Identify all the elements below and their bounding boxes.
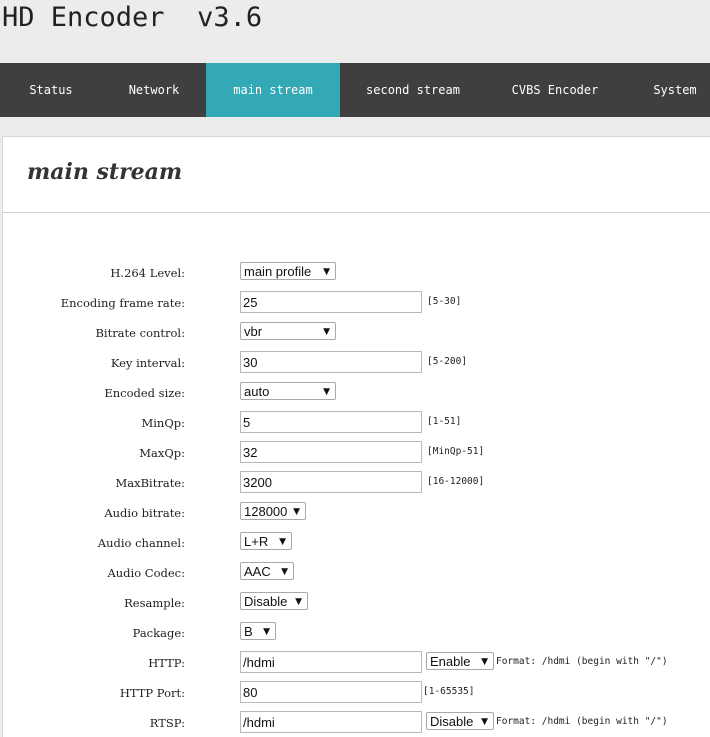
rtsp-enable-select[interactable] — [426, 712, 494, 730]
row-audio-bitrate — [3, 501, 710, 525]
http-path-input[interactable] — [240, 651, 422, 673]
rtsp-format-hint: Format: /hdmi (begin with "/") — [496, 716, 668, 727]
http-format-hint: Format: /hdmi (begin with "/") — [496, 656, 668, 667]
audio-codec-select[interactable] — [240, 562, 294, 580]
row-max-bitrate — [3, 471, 710, 495]
title-divider — [3, 212, 710, 213]
bitrate-control-select[interactable] — [240, 322, 336, 340]
row-key-interval — [3, 351, 710, 375]
frame-rate-hint: [5-30] — [427, 296, 462, 307]
chevron-down-icon: ▼ — [481, 717, 488, 727]
tab-network[interactable]: Network — [128, 83, 180, 97]
audio-bitrate-select[interactable] — [240, 502, 306, 520]
key-interval-hint: [5-200] — [427, 356, 468, 367]
chevron-down-icon: ▼ — [281, 567, 288, 577]
max-qp-hint: [MinQp-51] — [427, 446, 485, 457]
app-title: HD Encoder v3.6 — [2, 2, 263, 33]
package-value: B — [244, 624, 253, 639]
chevron-down-icon: ▼ — [323, 267, 330, 277]
h264-level-value: main profile — [244, 264, 312, 279]
tab-cvbs-encoder[interactable]: CVBS Encoder — [511, 83, 599, 97]
main-nav — [0, 63, 710, 117]
chevron-down-icon: ▼ — [323, 327, 330, 337]
row-rtsp — [3, 711, 710, 735]
audio-channel-value: L+R — [244, 534, 269, 549]
rtsp-path-input[interactable] — [240, 711, 422, 733]
chevron-down-icon: ▼ — [263, 627, 270, 637]
http-label: HTTP: — [148, 656, 185, 670]
package-label: Package: — [132, 626, 185, 640]
min-qp-label: MinQp: — [141, 416, 185, 430]
bitrate-control-label: Bitrate control: — [95, 326, 185, 340]
chevron-down-icon: ▼ — [323, 387, 330, 397]
row-audio-channel — [3, 531, 710, 555]
http-enable-value: Enable — [430, 654, 471, 669]
package-select[interactable] — [240, 622, 276, 640]
http-port-label: HTTP Port: — [119, 686, 185, 700]
chevron-down-icon: ▼ — [295, 597, 302, 607]
rtsp-label: RTSP: — [149, 716, 185, 730]
row-min-qp — [3, 411, 710, 435]
audio-codec-value: AAC — [244, 564, 271, 579]
tab-status[interactable]: Status — [29, 83, 73, 97]
audio-channel-label: Audio channel: — [97, 536, 185, 550]
chevron-down-icon: ▼ — [293, 507, 300, 517]
row-http-port — [3, 681, 710, 705]
key-interval-label: Key interval: — [110, 356, 185, 370]
encoded-size-label: Encoded size: — [104, 386, 185, 400]
bitrate-control-value: vbr — [244, 324, 263, 339]
max-qp-input[interactable] — [240, 441, 422, 463]
key-interval-input[interactable] — [240, 351, 422, 373]
chevron-down-icon: ▼ — [279, 537, 286, 547]
audio-bitrate-label: Audio bitrate: — [104, 506, 185, 520]
http-enable-select[interactable] — [426, 652, 494, 670]
row-resample — [3, 591, 710, 615]
tab-system[interactable]: System — [653, 83, 697, 97]
resample-select[interactable] — [240, 592, 308, 610]
row-audio-codec — [3, 561, 710, 585]
max-bitrate-label: MaxBitrate: — [115, 476, 185, 490]
rtsp-enable-value: Disable — [430, 714, 474, 729]
h264-level-select[interactable] — [240, 262, 336, 280]
max-bitrate-input[interactable] — [240, 471, 422, 493]
http-port-hint: [1-65535] — [423, 686, 475, 697]
min-qp-hint: [1-51] — [427, 416, 462, 427]
row-h264-level — [3, 261, 710, 285]
page-title: main stream — [27, 159, 183, 185]
audio-channel-select[interactable] — [240, 532, 292, 550]
resample-label: Resample: — [124, 596, 185, 610]
http-port-input[interactable] — [240, 681, 422, 703]
row-http — [3, 651, 710, 675]
row-bitrate-control — [3, 321, 710, 345]
resample-value: Disable — [244, 594, 288, 609]
encoded-size-select[interactable] — [240, 382, 336, 400]
audio-codec-label: Audio Codec: — [107, 566, 185, 580]
row-package — [3, 621, 710, 645]
tab-second-stream[interactable]: second stream — [366, 83, 460, 97]
row-frame-rate — [3, 291, 710, 315]
frame-rate-input[interactable] — [240, 291, 422, 313]
max-bitrate-hint: [16-12000] — [427, 476, 485, 487]
encoded-size-value: auto — [244, 384, 270, 399]
row-encoded-size — [3, 381, 710, 405]
frame-rate-label: Encoding frame rate: — [60, 296, 185, 310]
tab-main-stream[interactable]: main stream — [206, 63, 340, 117]
chevron-down-icon: ▼ — [481, 657, 488, 667]
max-qp-label: MaxQp: — [139, 446, 185, 460]
audio-bitrate-value: 128000 — [244, 504, 288, 519]
min-qp-input[interactable] — [240, 411, 422, 433]
h264-level-label: H.264 Level: — [110, 266, 185, 280]
content-panel — [2, 136, 710, 737]
row-max-qp — [3, 441, 710, 465]
